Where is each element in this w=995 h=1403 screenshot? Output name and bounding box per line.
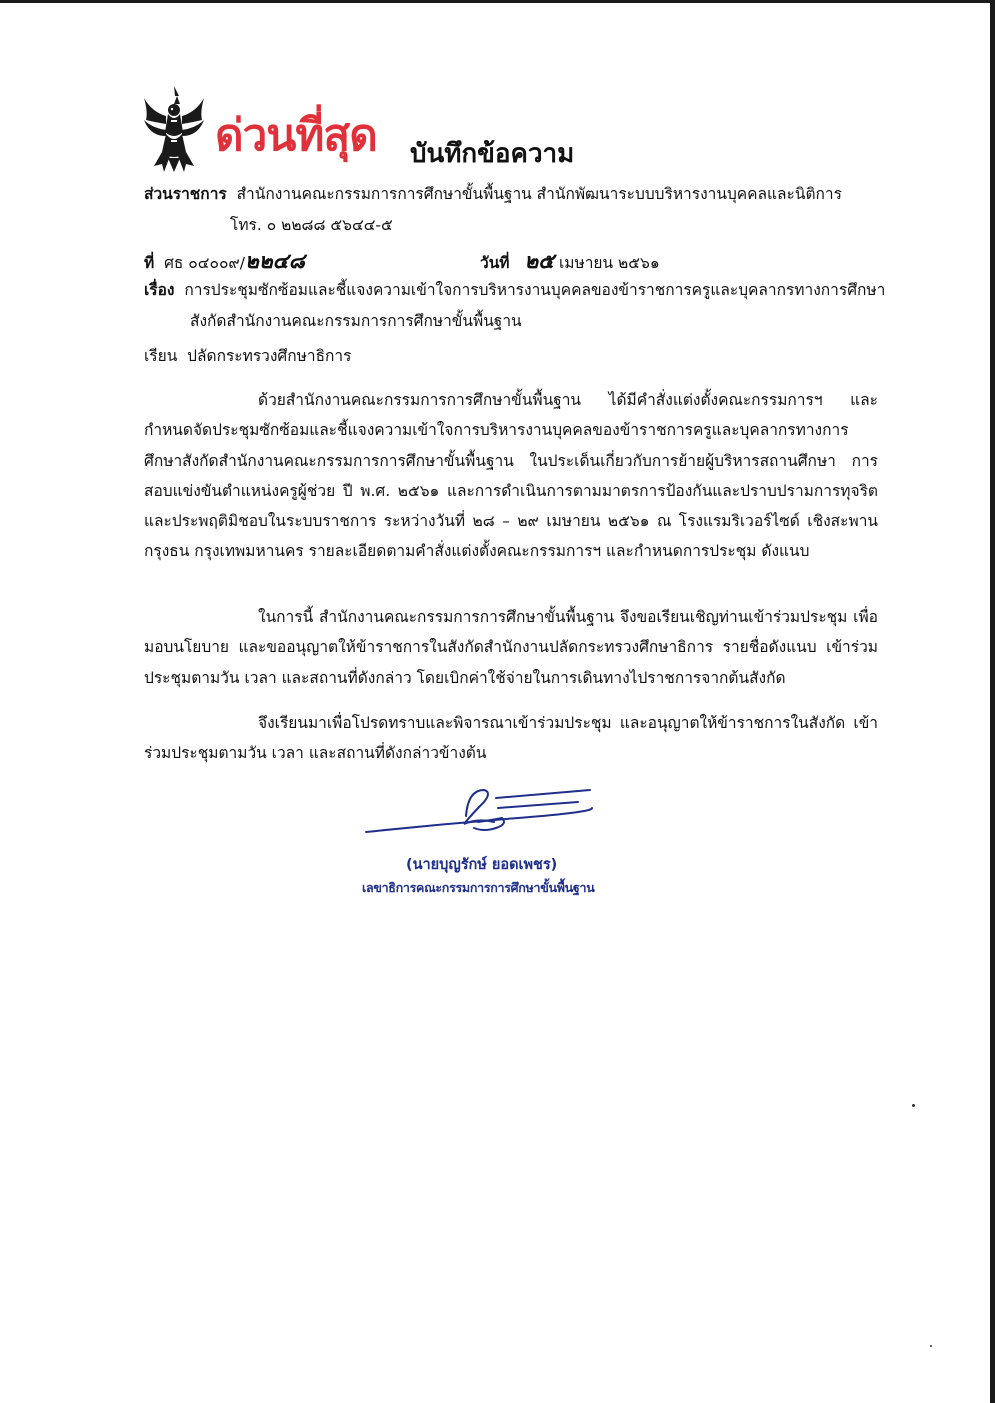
paragraph-text: ด้วยสำนักงานคณะกรรมการการศึกษาขั้นพื้นฐาน ได้มีคำสั่งแต่งตั้งคณะกรรมการฯ และกำหนดจัดประชุมซักซ้อมและชี้แจงความเข้าใจการบริหารงานบุคคลของข้าราชการครูและบุคลากรทางการศึกษาสังกัดสำนักงานคณะกรรมการการศึกษาขั้นพื้นฐาน ในประเด็นเกี่ยวกับการย้ายผู้บริหารสถานศึกษา การสอบแข่งขันตำแหน่งครูผู้ช่วย ปี พ.ศ. ๒๕๖๑ และการดำเนินการตามมาตรการป้องกันและปราบปรามการทุจริตและประพฤติมิชอบในระบบราชการ ระหว่างวันที่ ๒๘ – ๒๙ เมษายน ๒๕๖๑ ณ โรงแรมริเวอร์ไซด์ เชิงสะพานกรุงธน กรุงเทพมหานคร รายละเอียดตามคำสั่งแต่งตั้งคณะกรรมการฯ และกำหนดการประชุม ดังแนบ (144, 391, 878, 561)
subject-line-2: สังกัดสำนักงานคณะกรรมการการศึกษาขั้นพื้นฐาน (190, 312, 522, 330)
reference-row (144, 250, 305, 272)
addressee-label: เรียน (144, 347, 178, 365)
memo-title: บันทึกข้อความ (410, 139, 575, 169)
reference-label: ที่ (144, 254, 155, 272)
reference-prefix: ศธ ๐๔๐๐๙/ (164, 254, 245, 272)
garuda-emblem-icon (138, 84, 210, 176)
scan-speck (912, 1104, 915, 1107)
paragraph-text: ในการนี้ สำนักงานคณะกรรมการการศึกษาขั้นพื้นฐาน จึงขอเรียนเชิญท่านเข้าร่วมประชุม เพื่อมอบนโยบาย และขออนุญาตให้ข้าราชการในสังกัดสำนักงานปลัดกระทรวงศึกษาธิการ รายชื่อดังแนบ เข้าร่วมประชุมตามวัน เวลา และสถานที่ดังกล่าว โดยเบิกค่าใช้จ่ายในการเดินทางไปราชการจากต้นสังกัด (144, 608, 878, 687)
handwritten-signature (362, 778, 594, 840)
body-paragraph-1 (144, 385, 878, 567)
scan-border-right (990, 0, 995, 1403)
signatory-title: เลขาธิการคณะกรรมการการศึกษาขั้นพื้นฐาน (362, 880, 595, 895)
body-paragraph-2 (144, 602, 878, 693)
reference-number-handwritten: ๒๒๔๘ (245, 248, 305, 273)
department-label: ส่วนราชการ (144, 185, 227, 203)
paragraph-text: จึงเรียนมาเพื่อโปรดทราบและพิจารณาเข้าร่วมประชุม และอนุญาตให้ข้าราชการในสังกัด เข้าร่วมประชุมตามวัน เวลา และสถานที่ดังกล่าวข้างต้น (144, 714, 878, 763)
subject-row (144, 283, 885, 299)
department-row (144, 187, 842, 203)
date-row (480, 250, 660, 272)
date-month-year: เมษายน ๒๕๖๑ (559, 254, 660, 272)
urgent-stamp: ด่วนที่สุด (215, 110, 377, 161)
scan-border-top (0, 0, 995, 3)
addressee-value: ปลัดกระทรวงศึกษาธิการ (187, 347, 352, 365)
department-value: สำนักงานคณะกรรมการการศึกษาขั้นพื้นฐาน สำนักพัฒนาระบบบริหารงานบุคคลและนิติการ (236, 185, 842, 203)
subject-label: เรื่อง (144, 281, 175, 299)
subject-line-1: การประชุมซักซ้อมและชี้แจงความเข้าใจการบริหารงานบุคคลของข้าราชการครูและบุคลากรทางการศึกษา (184, 281, 886, 299)
date-label: วันที่ (480, 254, 510, 272)
body-paragraph-3 (144, 708, 878, 769)
addressee-row (144, 349, 351, 365)
date-day-handwritten: ๒๕ (524, 248, 555, 273)
scan-speck (930, 1345, 932, 1347)
signatory-name: (นายบุญรักษ์ ยอดเพชร) (406, 857, 558, 873)
department-phone: โทร. ๐ ๒๒๘๘ ๕๖๔๔-๕ (230, 216, 393, 234)
